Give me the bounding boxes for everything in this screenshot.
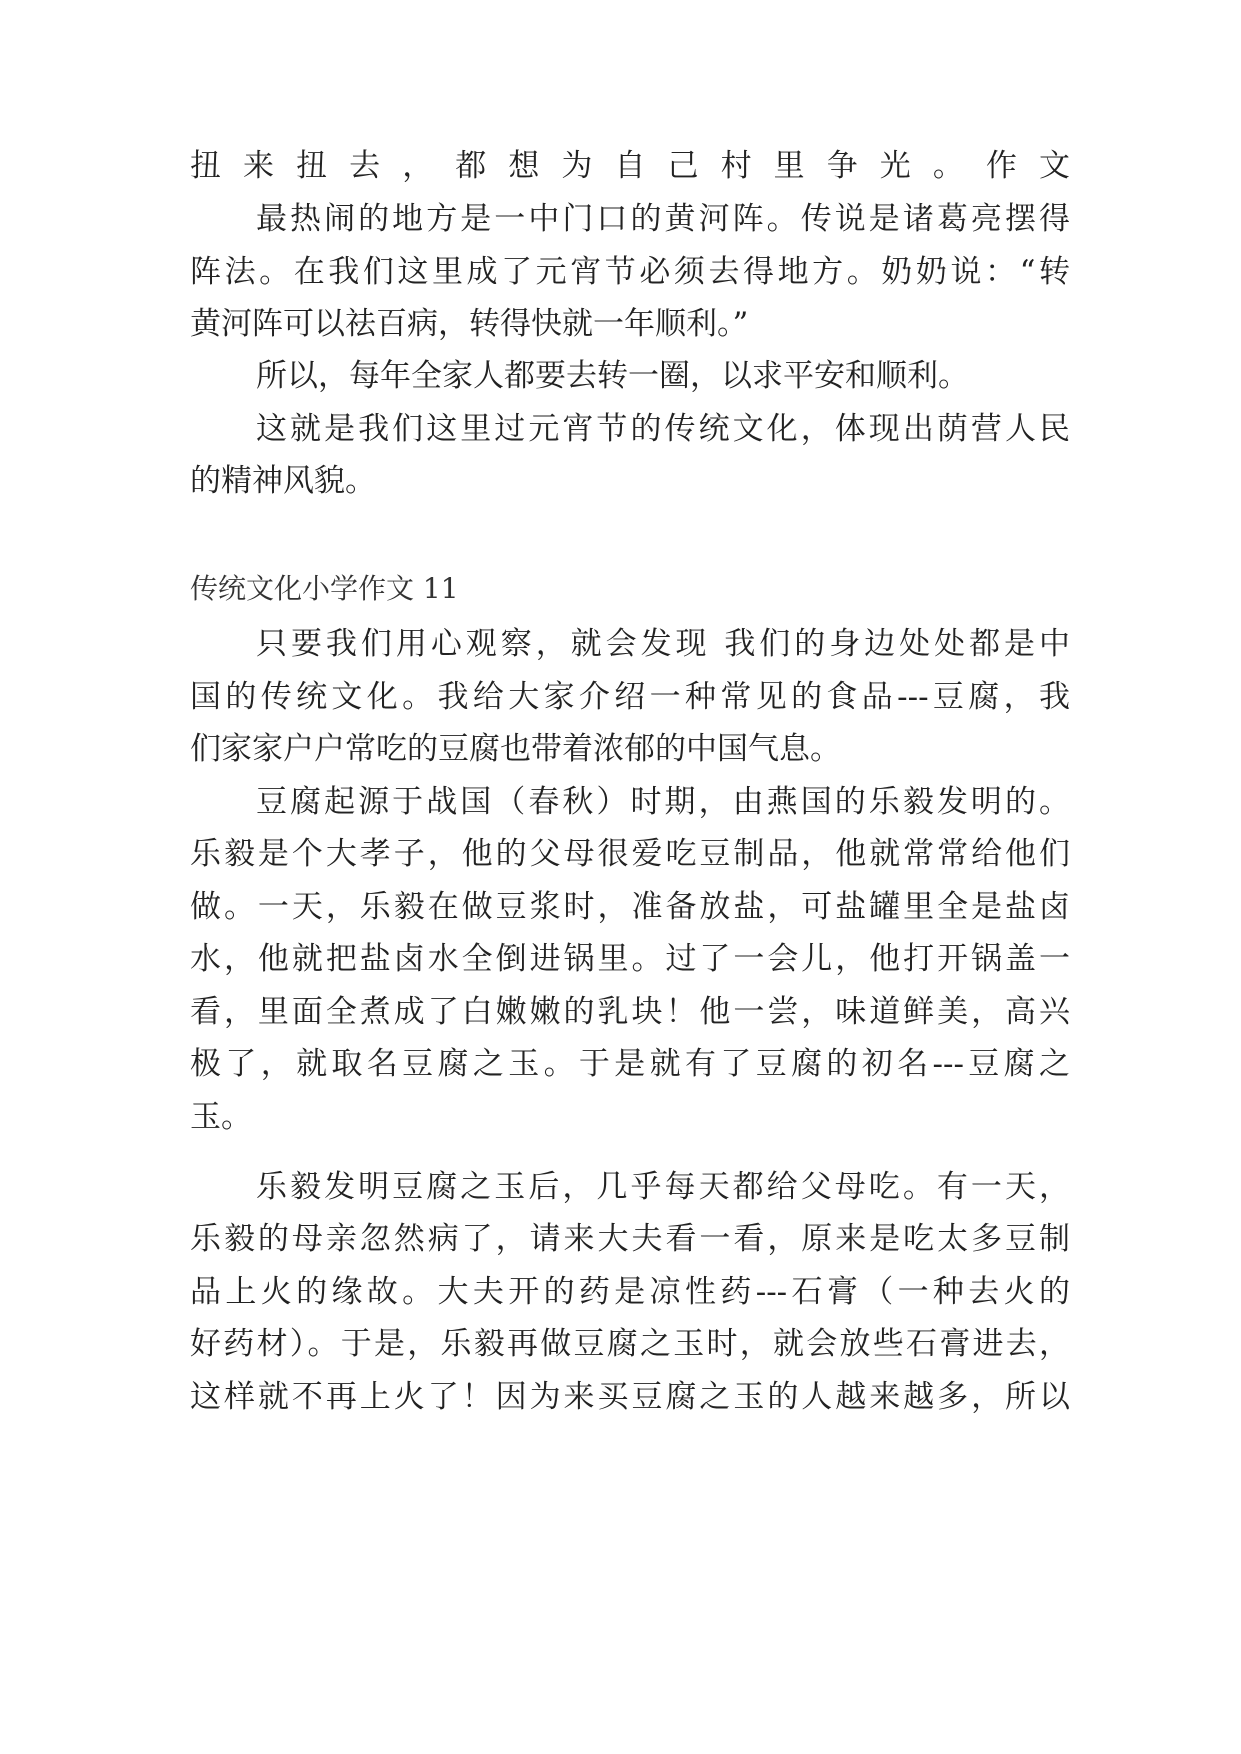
paragraph-line: 看，里面全煮成了白嫩嫩的乳块！他一尝，味道鲜美，高兴 (190, 994, 1070, 1030)
paragraph-line: 乐毅发明豆腐之玉后，几乎每天都给父母吃。有一天， (256, 1169, 1070, 1205)
paragraph-line: 们家家户户常吃的豆腐也带着浓郁的中国气息。 (190, 731, 841, 767)
paragraph-line: 做。一天，乐毅在做豆浆时，准备放盐，可盐罐里全是盐卤 (190, 889, 1070, 925)
paragraph-line: 只要我们用心观察，就会发现 我们的身边处处都是中 (256, 626, 1070, 662)
paragraph-line: 好药材）。于是，乐毅再做豆腐之玉时，就会放些石膏进去， (190, 1326, 1070, 1362)
paragraph-line: 所以，每年全家人都要去转一圈，以求平安和顺利。 (256, 358, 969, 394)
paragraph-line: 黄河阵可以祛百病，转得快就一年顺利。” (190, 306, 749, 342)
paragraph-line: 玉。 (190, 1099, 252, 1135)
paragraph-line: 的精神风貌。 (190, 463, 376, 499)
paragraph-line: 水，他就把盐卤水全倒进锅里。过了一会儿，他打开锅盖一 (190, 941, 1070, 977)
paragraph-line: 这就是我们这里过元宵节的传统文化，体现出荫营人民 (256, 411, 1070, 447)
paragraph-line: 最热闹的地方是一中门口的黄河阵。传说是诸葛亮摆得 (256, 201, 1070, 237)
paragraph-line: 扭来扭去，都想为自己村里争光。作文 (190, 148, 1070, 184)
paragraph-line: 品上火的缘故。大夫开的药是凉性药---石膏（一种去火的 (190, 1274, 1070, 1310)
paragraph-line: 乐毅是个大孝子，他的父母很爱吃豆制品，他就常常给他们 (190, 836, 1070, 872)
paragraph-line: 极了，就取名豆腐之玉。于是就有了豆腐的初名---豆腐之 (190, 1046, 1070, 1082)
paragraph-line: 这样就不再上火了！因为来买豆腐之玉的人越来越多，所以 (190, 1379, 1070, 1415)
paragraph-line: 阵法。在我们这里成了元宵节必须去得地方。奶奶说：“转 (190, 254, 1070, 290)
paragraph-line: 乐毅的母亲忽然病了，请来大夫看一看，原来是吃太多豆制 (190, 1221, 1070, 1257)
paragraph-line: 国的传统文化。我给大家介绍一种常见的食品---豆腐，我 (190, 679, 1070, 715)
paragraph-line: 豆腐起源于战国（春秋）时期，由燕国的乐毅发明的。 (256, 784, 1070, 820)
section-title: 传统文化小学作文 11 (190, 572, 459, 605)
